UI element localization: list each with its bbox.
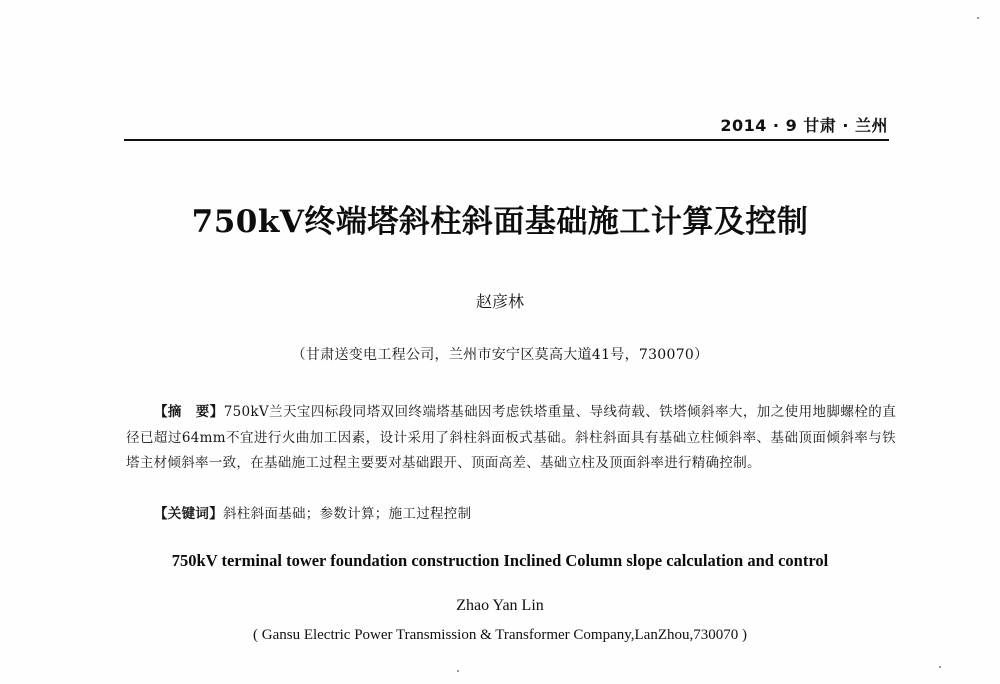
affiliation-english: ( Gansu Electric Power Transmission & Transformer Company,LanZhou,730070 ) xyxy=(253,627,747,643)
paper-title-english: 750kV terminal tower foundation construction Inclined Column slope calculation and control xyxy=(171,551,829,570)
paper-title-chinese: 750kV终端塔斜柱斜面基础施工计算及控制 xyxy=(191,204,809,240)
header-divider xyxy=(124,139,889,141)
issue-location-header: 2014 · 9 甘肃 · 兰州 xyxy=(720,116,888,135)
scan-speck xyxy=(977,17,979,19)
affiliation-chinese: （甘肃送变电工程公司，兰州市安宁区莫高大道41号，730070） xyxy=(291,347,709,363)
keywords-text: 斜柱斜面基础；参数计算；施工过程控制 xyxy=(223,506,472,522)
keywords-line xyxy=(154,502,471,522)
abstract-text: 750kV兰天宝四标段同塔双回终端塔基础因考虑铁塔重量、导线荷载、铁塔倾斜率大，加之使用地脚螺栓的直径已超过64mm不宜进行火曲加工因素，设计采用了斜柱斜面板式基础。斜柱斜面具有基础立柱倾斜率、基础顶面倾斜率与铁塔主材倾斜率一致，在基础施工过程主要要对基础跟开、顶面高差、基础立柱及顶面斜率进行精确控制。 xyxy=(126,404,896,471)
author-name-chinese: 赵彦林 xyxy=(475,292,524,311)
abstract-label: 【摘 要】 xyxy=(154,404,224,420)
scan-speck xyxy=(939,666,941,668)
scan-speck xyxy=(457,670,459,672)
author-name-english: Zhao Yan Lin xyxy=(456,597,544,614)
keywords-label: 【关键词】 xyxy=(154,506,223,522)
abstract-paragraph xyxy=(126,400,896,477)
